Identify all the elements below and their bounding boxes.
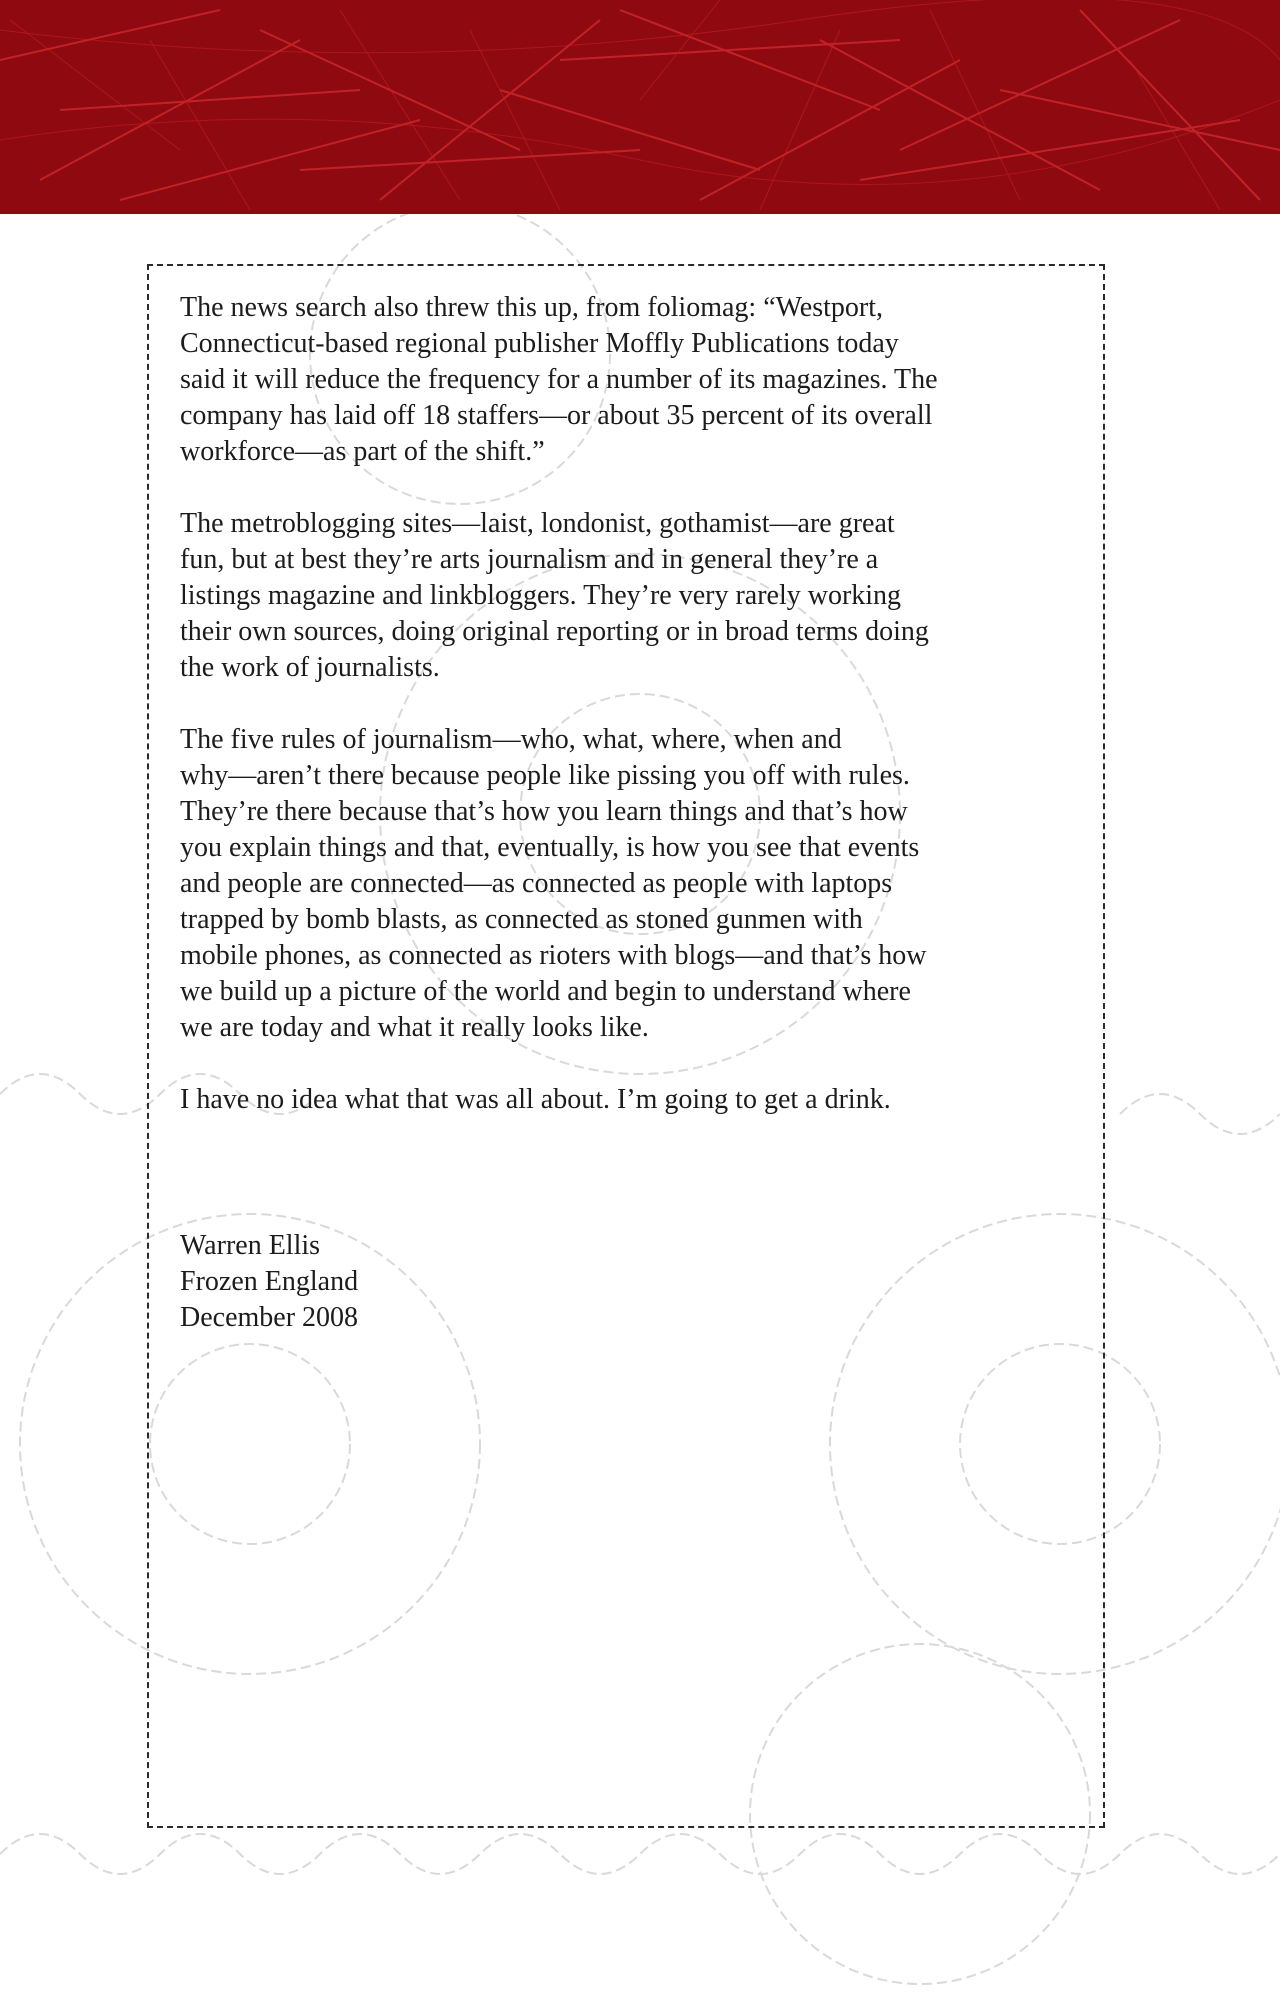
banner-scratch-texture [0, 0, 1280, 214]
gear-teeth-row-bottom [0, 1834, 1280, 1874]
essay-body [180, 290, 1080, 1154]
gear-teeth-row-right [1120, 1094, 1280, 1134]
paragraph-closing: I have no idea what that was all about. I’m going to get a drink. [180, 1084, 891, 1115]
signature-name: Warren Ellis [180, 1230, 321, 1261]
signature-place: Frozen England [180, 1266, 359, 1297]
paragraph-metroblogging: The metroblogging sites—laist, londonist, gothamist—are great fun, but at best they’re arts journalism and in general they’re a listings magazine and linkbloggers. They’re very rarely working their own sources, doing original reporting or in broad terms doing the work of journalists. [180, 508, 929, 683]
paragraph-five-rules: The five rules of journalism—who, what, where, when and why—aren’t there because people like pissing you off with rules. They’re there because that’s how you learn things and that’s how you explain things and that, eventually, is how you see that events and people are connected—as connected as people with laptops trapped by bomb blasts, as connected as stoned gunmen with mobile phones, as connected as rioters with blogs—and that’s how we build up a picture of the world and begin to understand where we are today and what it really looks like. [180, 724, 927, 1043]
signature-block [180, 1228, 358, 1336]
paragraph-foliomag-quote: The news search also threw this up, from foliomag: “Westport, Connecticut-based regional publisher Moffly Publications today said it will reduce the frequency for a number of its magazines. The company has laid off 18 staffers—or about 35 percent of its overall workforce—as part of the shift.” [180, 292, 938, 467]
red-banner [0, 0, 1280, 214]
signature-date: December 2008 [180, 1302, 359, 1333]
